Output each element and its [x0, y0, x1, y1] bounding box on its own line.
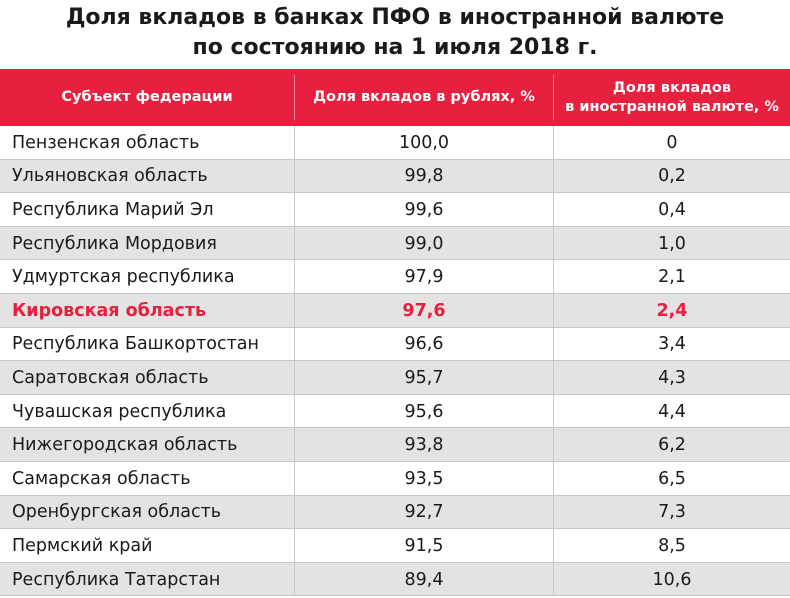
region-cell: Пермский край	[12, 535, 153, 556]
fx-share-cell: 4,3	[658, 367, 686, 388]
rub-share-cell: 91,5	[404, 535, 444, 556]
region-cell: Республика Татарстан	[12, 569, 221, 590]
table-row	[0, 563, 790, 597]
fx-share-cell: 0,2	[658, 166, 686, 187]
table-row	[0, 462, 790, 496]
chart-title-line-1: Доля вкладов в банках ПФО в иностранной валюте	[65, 5, 725, 30]
column-header-fx-line-2: в иностранной валюте, %	[565, 98, 779, 115]
table-row	[0, 294, 790, 328]
fx-share-cell: 2,4	[656, 300, 688, 321]
region-cell: Республика Марий Эл	[12, 199, 214, 220]
region-cell: Республика Башкортостан	[12, 334, 259, 355]
region-cell: Кировская область	[12, 300, 207, 321]
column-header-fx-line-1: Доля вкладов	[612, 79, 732, 96]
region-cell: Саратовская область	[12, 367, 209, 388]
rub-share-cell: 92,7	[404, 502, 444, 523]
table-body	[0, 126, 790, 596]
rub-share-cell: 100,0	[398, 132, 450, 153]
region-cell: Самарская область	[12, 468, 191, 489]
table-row	[0, 361, 790, 395]
rub-share-cell: 89,4	[404, 569, 444, 590]
rub-share-cell: 95,6	[404, 401, 444, 422]
chart-title-line-2: по состоянию на 1 июля 2018 г.	[192, 35, 598, 60]
column-header-region	[0, 69, 294, 126]
region-cell: Удмуртская республика	[12, 267, 235, 288]
table-header	[0, 69, 790, 126]
table-row	[0, 193, 790, 227]
rub-share-cell: 96,6	[404, 334, 444, 355]
data-table	[0, 69, 790, 596]
fx-share-cell: 2,1	[658, 267, 686, 288]
region-cell: Оренбургская область	[12, 502, 222, 523]
table-row	[0, 428, 790, 462]
table-row	[0, 227, 790, 261]
rub-share-cell: 93,5	[404, 468, 444, 489]
table-row	[0, 529, 790, 563]
rub-share-cell: 99,6	[404, 199, 444, 220]
region-cell: Нижегородская область	[12, 435, 238, 456]
fx-share-cell: 0	[666, 132, 678, 153]
region-cell: Республика Мордовия	[12, 233, 217, 254]
fx-share-cell: 6,2	[658, 435, 686, 456]
rub-share-cell: 97,9	[404, 267, 444, 288]
fx-share-cell: 4,4	[658, 401, 686, 422]
fx-share-cell: 3,4	[658, 334, 686, 355]
rub-share-cell: 99,0	[404, 233, 444, 254]
rub-share-cell: 95,7	[404, 367, 444, 388]
column-header-fx	[554, 69, 790, 126]
column-header-rub	[295, 69, 553, 126]
region-cell: Пензенская область	[12, 132, 200, 153]
column-header-rub-label: Доля вкладов в рублях, %	[313, 89, 535, 105]
table-row	[0, 260, 790, 294]
table-row	[0, 328, 790, 362]
rub-share-cell: 99,8	[404, 166, 444, 187]
fx-share-cell: 0,4	[658, 199, 686, 220]
rub-share-cell: 97,6	[402, 300, 446, 321]
fx-share-cell: 1,0	[658, 233, 686, 254]
rub-share-cell: 93,8	[404, 435, 444, 456]
column-header-fx-text	[565, 79, 779, 117]
fx-share-cell: 6,5	[658, 468, 686, 489]
region-cell: Ульяновская область	[12, 166, 208, 187]
table-row	[0, 395, 790, 429]
fx-share-cell: 8,5	[658, 535, 686, 556]
region-cell: Чувашская республика	[12, 401, 227, 422]
fx-share-cell: 10,6	[652, 569, 692, 590]
column-header-region-label: Субъект федерации	[61, 89, 233, 105]
table-row	[0, 160, 790, 194]
fx-share-cell: 7,3	[658, 502, 686, 523]
table-row	[0, 496, 790, 530]
table-row	[0, 126, 790, 160]
